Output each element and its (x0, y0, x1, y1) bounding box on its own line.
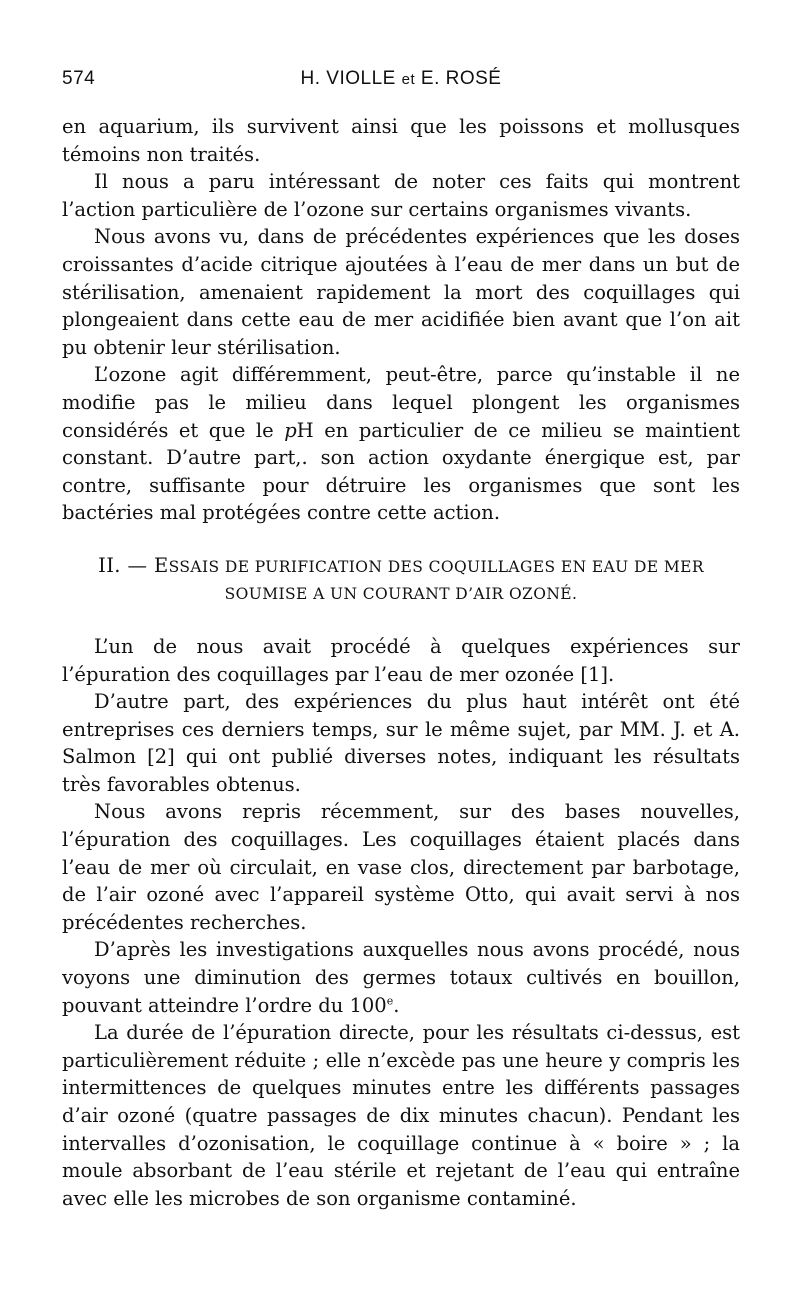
ph-italic: p (284, 418, 297, 442)
author-2: E. ROSÉ (420, 68, 502, 89)
paragraph-5: L’un de nous avait procédé à quelques expériences sur l’épuration des coquillages par l’eau de mer ozonée [1]. (62, 634, 740, 686)
paragraph-7: Nous avons repris récemment, sur des bases nouvelles, l’épuration des coquillages. Les coquillages étaient placés dans l’eau de mer où circulait, en vase clos, directement par barbotage, de l’air ozoné avec l’appareil système Otto, qui avait servi à nos précédentes recherches. (62, 800, 740, 934)
paragraph-8-text: D’après les investigations auxquelles nous avons procédé, nous voyons une diminution des germes totaux cultivés en bouillon, pouvant atteindre l’ordre du 100 (62, 938, 740, 1017)
running-title (62, 68, 740, 90)
paragraph-6: D’autre part, des expériences du plus haut intérêt ont été entreprises ces derniers temps, sur le même sujet, par MM. J. et A. Salmon [2] qui ont publié diverses notes, indiquant les résultats très favorables obtenus. (62, 690, 740, 796)
section-initial: E (154, 553, 169, 577)
author-conjunction: et (401, 71, 416, 88)
paragraph-4 (62, 361, 740, 527)
section-heading-line-1 (62, 552, 740, 581)
paragraph-4-part-2: H en particulier de ce milieu se maintient constant. D’autre part,. son action oxydante énergique est, par contre, suffisante pour détruire les organismes que sont les bactéries mal protégées contre cette action. (62, 418, 740, 525)
section-number: II. — (98, 553, 154, 577)
paragraph-1: en aquarium, ils survivent ainsi que les poissons et mollusques témoins non traités. (62, 115, 740, 166)
ordinal-superscript: e (386, 994, 394, 1008)
running-header (62, 68, 740, 94)
author-1: H. VIOLLE (300, 68, 396, 89)
paragraph-8 (62, 936, 740, 1019)
paragraph-2: Il nous a paru intéressant de noter ces faits qui montrent l’action particulière de l’ozone sur certains organismes vivants. (62, 170, 740, 221)
paragraph-9: La durée de l’épuration directe, pour les résultats ci-dessus, est particulièrement réduite ; elle n’excède pas une heure y compris les intermittences de quelques minutes entre les différents passages d’air ozoné (quatre passages de dix minutes chacun). Pendant les intervalles d’ozonisation, le coquillage continue à « boire » ; la moule absorbant de l’eau stérile et rejetant de l’eau qui entraîne avec elle les microbes de son organisme contaminé. (62, 1021, 740, 1210)
section-title-line-1: SSAIS DE PURIFICATION DES COQUILLAGES EN EAU DE MER (168, 557, 704, 576)
section-heading (62, 552, 740, 608)
section-title-line-2: SOUMISE A UN COURANT D’AIR OZONÉ. (224, 584, 578, 603)
body-text (62, 113, 740, 1212)
paragraph-4-part-1: L’ozone agit différemment, peut-être, parce qu’instable il ne modifie pas le milieu dans lequel plongent les organismes considérés et que le (62, 363, 740, 442)
paragraph-8-end: . (393, 993, 400, 1017)
page-number: 574 (62, 68, 96, 89)
paragraph-3: Nous avons vu, dans de précédentes expériences que les doses croissantes d’acide citrique ajoutées à l’eau de mer dans un but de stérilisation, amenaient rapidement la mort des coquillages qui plongeaient dans cette eau de mer acidifiée bien avant que l’on ait pu obtenir leur stérilisation. (62, 225, 740, 359)
